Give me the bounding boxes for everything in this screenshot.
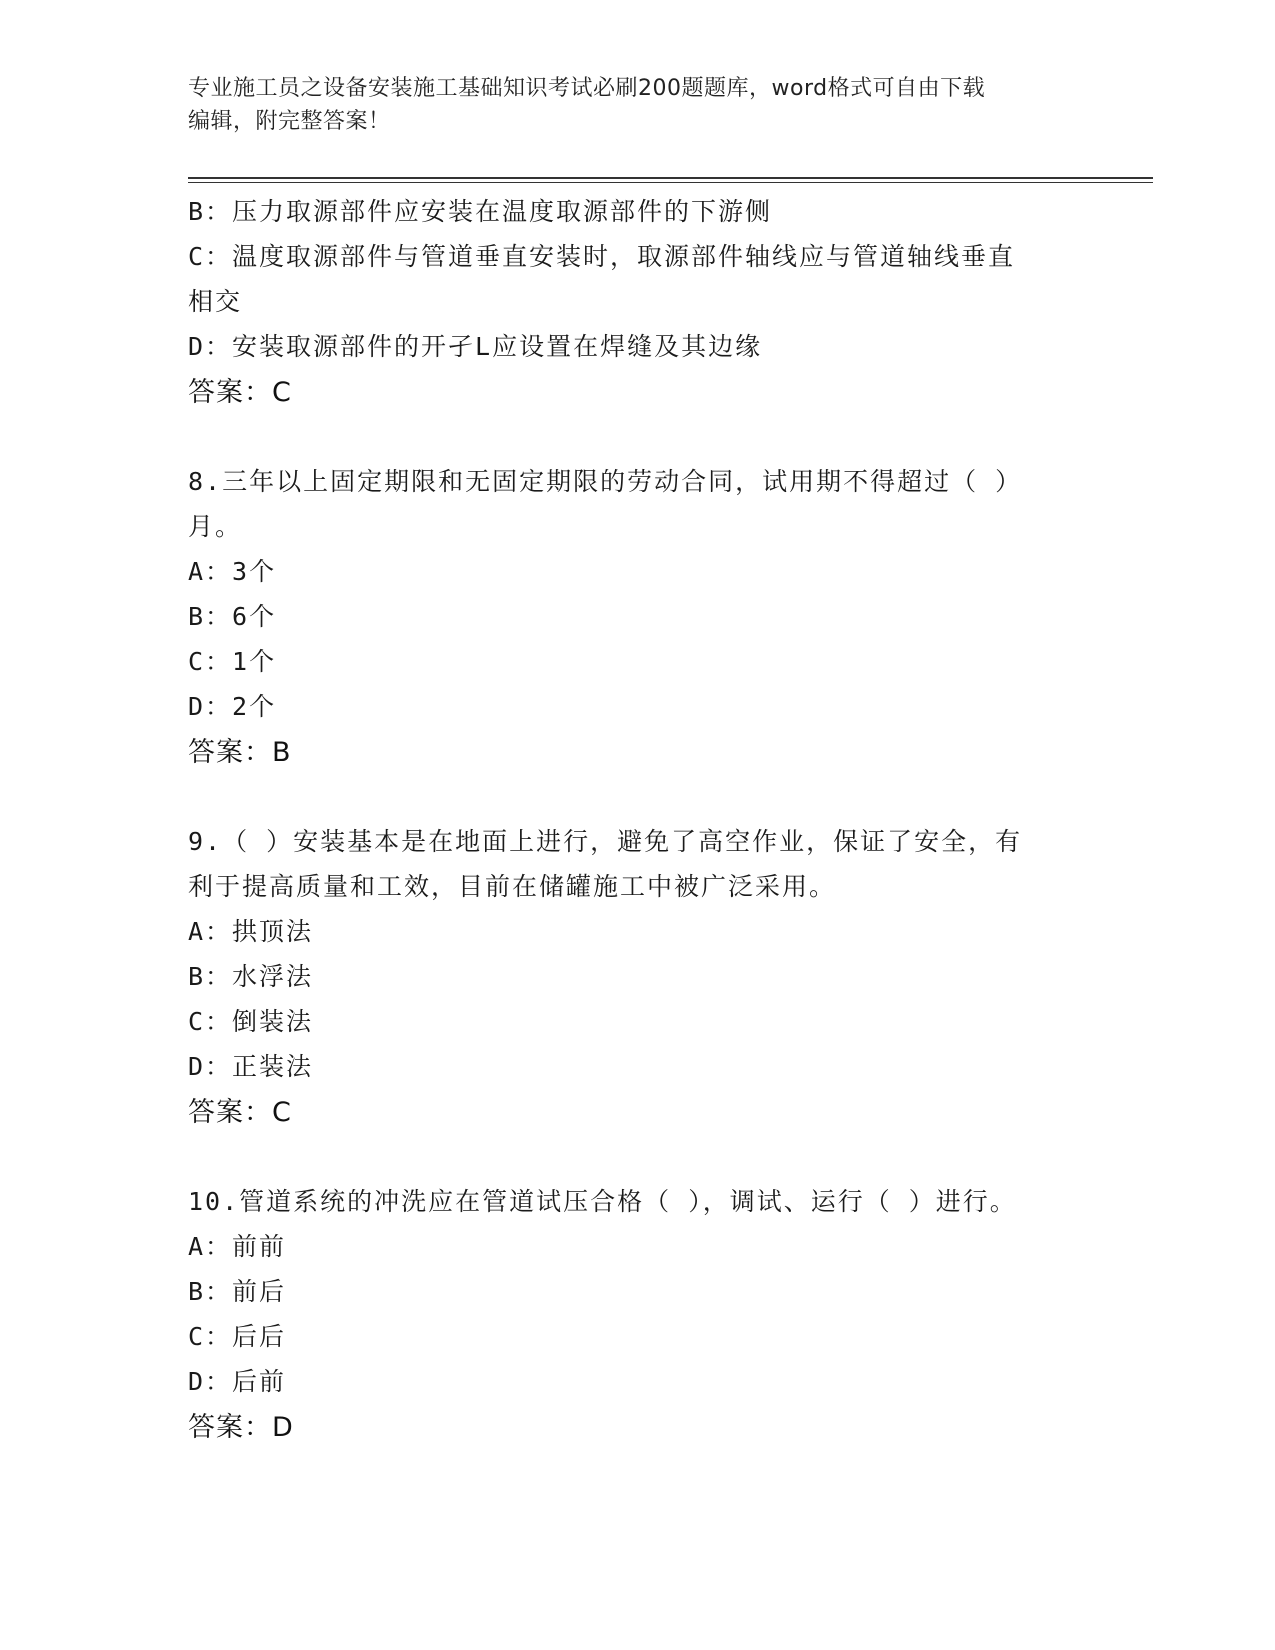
q10-option-c: C：后后	[188, 1322, 287, 1351]
q9-option-a: A：拱顶法	[188, 917, 314, 946]
q7-option-c-line-2: 相交	[188, 287, 243, 316]
q7-answer: 答案：C	[188, 377, 292, 408]
q9-option-b: B：水浮法	[188, 962, 314, 991]
q8-answer: 答案：B	[188, 737, 292, 768]
q8-stem-line-2: 月。	[188, 512, 243, 541]
q9-option-d: D：正装法	[188, 1052, 314, 1081]
q8-option-a: A：3个	[188, 557, 277, 586]
header-title-line-2: 编辑，附完整答案！	[188, 109, 391, 134]
q9-answer: 答案：C	[188, 1097, 292, 1128]
q7-option-c-line-1: C：温度取源部件与管道垂直安装时，取源部件轴线应与管道轴线垂直	[188, 242, 1016, 271]
q10-option-a: A：前前	[188, 1232, 287, 1261]
header-title-line-1: 专业施工员之设备安装施工基础知识考试必刷200题题库，word格式可自由下载	[188, 76, 986, 101]
q8-option-d: D：2个	[188, 692, 277, 721]
q8-option-c: C：1个	[188, 647, 277, 676]
header-divider-thin	[188, 182, 1153, 183]
q8-stem-line-1: 8.三年以上固定期限和无固定期限的劳动合同，试用期不得超过（ ）	[188, 467, 1023, 496]
q7-option-d: D：安装取源部件的开孑L应设置在焊缝及其边缘	[188, 332, 763, 361]
q8-option-b: B：6个	[188, 602, 277, 631]
document-header	[188, 72, 1068, 138]
q10-option-b: B：前后	[188, 1277, 287, 1306]
q10-stem-line-1: 10.管道系统的冲洗应在管道试压合格（ ），调试、运行（ ）进行。	[188, 1187, 1017, 1216]
header-divider-thick	[188, 177, 1153, 179]
q10-answer: 答案：D	[188, 1412, 294, 1443]
q9-stem-line-2: 利于提高质量和工效，目前在储罐施工中被广泛采用。	[188, 872, 837, 901]
q9-stem-line-1: 9.（ ）安装基本是在地面上进行，避免了高空作业，保证了安全，有	[188, 827, 1023, 856]
q9-option-c: C：倒装法	[188, 1007, 314, 1036]
q10-option-d: D：后前	[188, 1367, 287, 1396]
q7-option-b: B：压力取源部件应安装在温度取源部件的下游侧	[188, 197, 773, 226]
